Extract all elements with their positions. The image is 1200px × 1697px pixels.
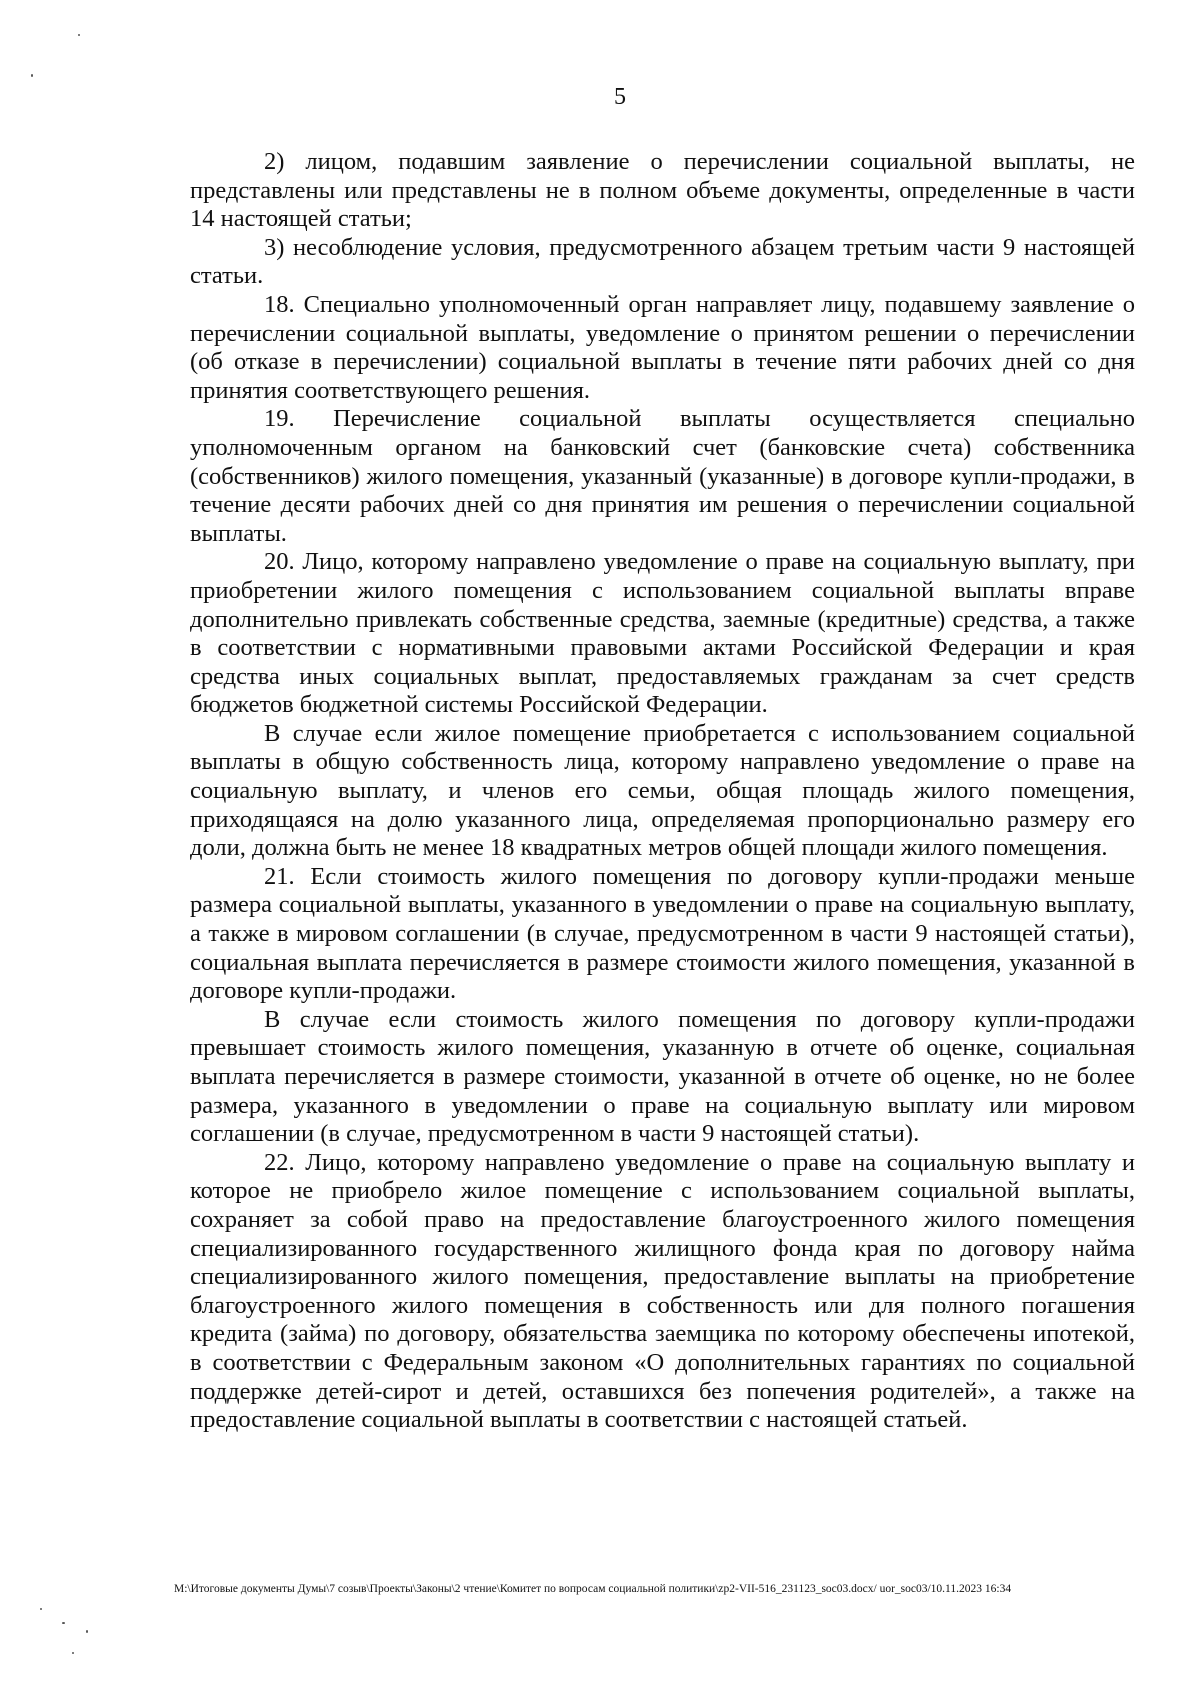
paragraph-clause-21: 21. Если стоимость жилого помещения по договору купли-продажи меньше размера социальной выплаты, указанного в уведомлении о праве на социальную выплату, а также в мировом соглашении (в случае, предусмотренном в части 9 настоящей статьи), социальная выплата перечисляется в размере стоимости жилого помещения, указанной в договоре купли-продажи.	[190, 862, 1135, 1005]
document-body	[190, 148, 1135, 1435]
scan-speck	[78, 34, 80, 36]
file-path-footer: M:\Итоговые документы Думы\7 созыв\Проекты\Законы\2 чтение\Комитет по вопросам социальной политики\zp2-VII-516_231123_soc03.docx/ uor_soc03/10.11.2023 16:34	[174, 1583, 1012, 1595]
paragraph-clause-20-continued: В случае если жилое помещение приобретается с использованием социальной выплаты в общую собственность лица, которому направлено уведомление о праве на социальную выплату, и членов его семьи, общая площадь жилого помещения, приходящаяся на долю указанного лица, определяемая пропорционально размеру его доли, должна быть не менее 18 квадратных метров общей площади жилого помещения.	[190, 719, 1135, 862]
paragraph-clause-17-item-3: 3) несоблюдение условия, предусмотренного абзацем третьим части 9 настоящей статьи.	[190, 233, 1135, 290]
paragraph-clause-22: 22. Лицо, которому направлено уведомление о праве на социальную выплату и которое не приобрело жилое помещение с использованием социальной выплаты, сохраняет за собой право на предоставление благоустроенного жилого помещения специализированного государственного жилищного фонда края по договору найма специализированного жилого помещения, предоставление выплаты на приобретение благоустроенного жилого помещения в собственность или для полного погашения кредита (займа) по договору, обязательства заемщика по которому обеспечены ипотекой, в соответствии с Федеральным законом «О дополнительных гарантиях по социальной поддержке детей-сирот и детей, оставшихся без попечения родителей», а также на предоставление социальной выплаты в соответствии с настоящей статьей.	[190, 1148, 1135, 1434]
paragraph-clause-21-continued: В случае если стоимость жилого помещения по договору купли-продажи превышает стоимость жилого помещения, указанную в отчете об оценке, социальная выплата перечисляется в размере стоимости, указанной в отчете об оценке, но не более размера, указанного в уведомлении о праве на социальную выплату или мировом соглашении (в случае, предусмотренном в части 9 настоящей статьи).	[190, 1005, 1135, 1148]
paragraph-clause-20: 20. Лицо, которому направлено уведомление о праве на социальную выплату, при приобретении жилого помещения с использованием социальной выплаты вправе дополнительно привлекать собственные средства, заемные (кредитные) средства, а также в соответствии с нормативными правовыми актами Российской Федерации и края средства иных социальных выплат, предоставляемых гражданам за счет средств бюджетов бюджетной системы Российской Федерации.	[190, 548, 1135, 719]
scan-speck	[40, 1608, 42, 1610]
scan-speck	[62, 1622, 65, 1624]
scan-speck	[72, 1652, 74, 1654]
paragraph-clause-18: 18. Специально уполномоченный орган направляет лицу, подавшему заявление о перечислении социальной выплаты, уведомление о принятом решении о перечислении (об отказе в перечислении) социальной выплаты в течение пяти рабочих дней со дня принятия соответствующего решения.	[190, 290, 1135, 404]
paragraph-clause-19: 19. Перечисление социальной выплаты осуществляется специально уполномоченным органом на банковский счет (банковские счета) собственника (собственников) жилого помещения, указанный (указанные) в договоре купли-продажи, в течение десяти рабочих дней со дня принятия им решения о перечислении социальной выплаты.	[190, 405, 1135, 547]
scan-speck	[31, 74, 33, 77]
scan-speck	[86, 1630, 88, 1633]
page-number: 5	[614, 84, 626, 110]
paragraph-clause-17-item-2: 2) лицом, подавшим заявление о перечислении социальной выплаты, не представлены или представлены не в полном объеме документы, определенные в части 14 настоящей статьи;	[190, 148, 1135, 233]
